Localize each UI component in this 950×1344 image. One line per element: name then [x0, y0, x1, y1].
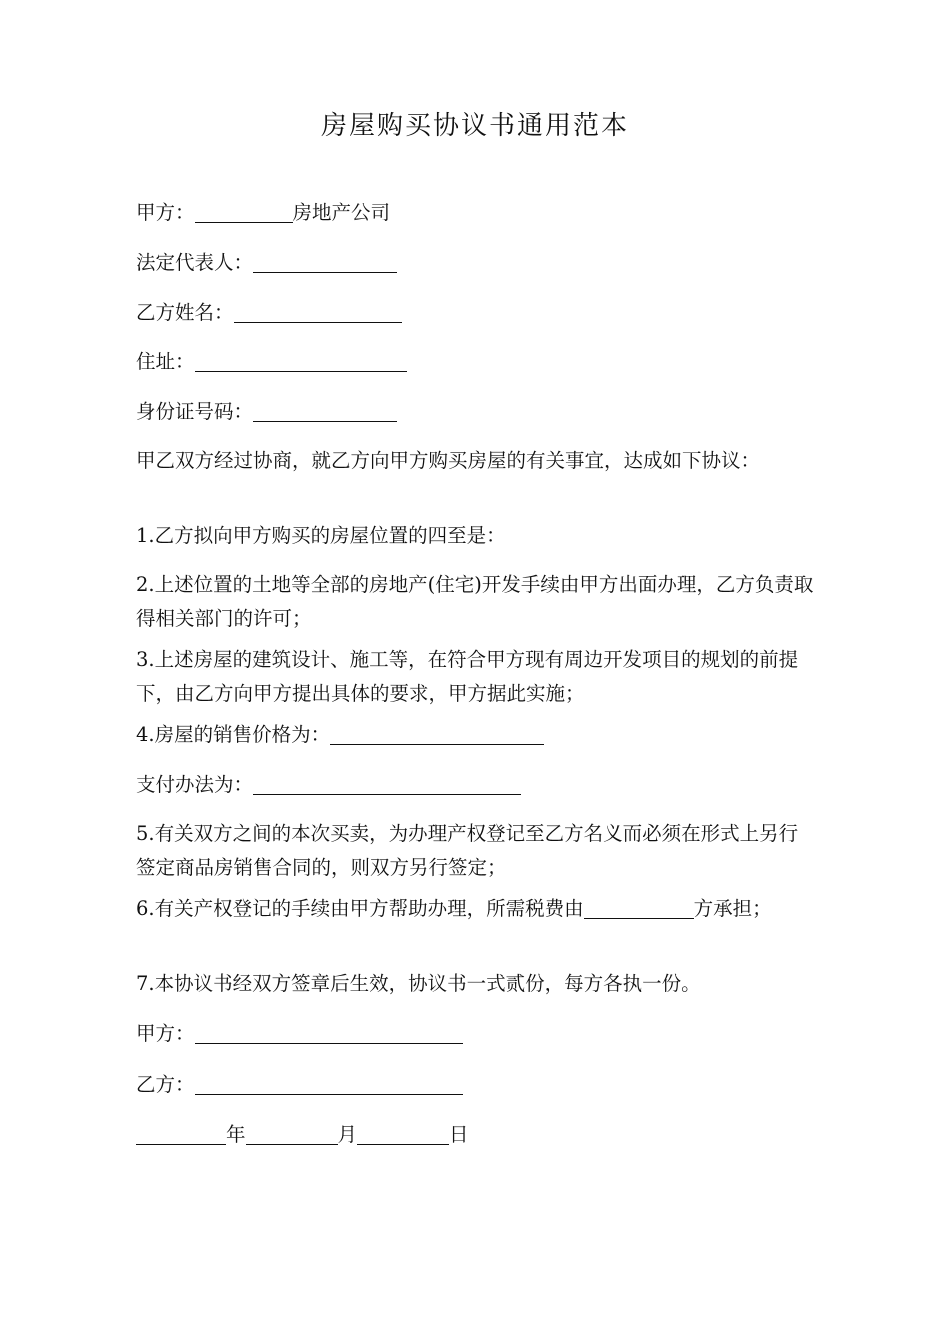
price-blank[interactable]	[330, 720, 544, 745]
clause-4-label: 4.房屋的销售价格为：	[136, 723, 331, 746]
id-number-blank[interactable]	[253, 397, 397, 422]
clause-6-prefix: 6.有关产权登记的手续由甲方帮助办理，所需税费由	[136, 897, 584, 920]
legal-rep-blank[interactable]	[253, 248, 397, 273]
clause-6	[136, 892, 816, 926]
legal-rep-label: 法定代表人：	[136, 251, 254, 274]
month-blank[interactable]	[246, 1120, 338, 1145]
intro-paragraph: 甲乙双方经过协商，就乙方向甲方购买房屋的有关事宜，达成如下协议：	[136, 449, 761, 472]
day-blank[interactable]	[357, 1120, 449, 1145]
party-b-name-line	[136, 296, 402, 330]
month-label: 月	[337, 1123, 358, 1146]
party-a-line	[136, 196, 390, 230]
party-a-blank[interactable]	[195, 198, 293, 223]
date-line	[136, 1118, 469, 1152]
sign-party-b-blank[interactable]	[195, 1070, 463, 1095]
sign-party-a-blank[interactable]	[195, 1019, 463, 1044]
payment-label: 支付办法为：	[136, 773, 254, 796]
sign-party-b-label: 乙方：	[136, 1073, 195, 1096]
party-b-name-blank[interactable]	[234, 298, 402, 323]
year-label: 年	[226, 1123, 246, 1146]
party-b-name-label: 乙方姓名：	[136, 301, 234, 324]
address-line	[136, 345, 407, 379]
day-label: 日	[449, 1123, 469, 1146]
document-title: 房屋购买协议书通用范本	[320, 111, 629, 141]
party-a-label: 甲方：	[136, 201, 195, 224]
clause-5: 5.有关双方之间的本次买卖，为办理产权登记至乙方名义而必须在形式上另行签定商品房销售合同的，则双方另行签定；	[136, 822, 799, 879]
clause-6-suffix: 方承担；	[693, 897, 772, 920]
clause-4-line	[136, 718, 544, 752]
year-blank[interactable]	[136, 1120, 226, 1145]
sign-party-a-line	[136, 1017, 463, 1051]
clause-3: 3.上述房屋的建筑设计、施工等，在符合甲方现有周边开发项目的规划的前提下，由乙方向甲方提出具体的要求，甲方据此实施；	[136, 648, 799, 705]
id-number-line	[136, 395, 397, 429]
payment-blank[interactable]	[253, 770, 521, 795]
clause-7: 7.本协议书经双方签章后生效，协议书一式贰份，每方各执一份。	[136, 972, 701, 995]
legal-rep-line	[136, 246, 397, 280]
address-label: 住址：	[136, 350, 195, 373]
clause-2: 2.上述位置的土地等全部的房地产(住宅)开发手续由甲方出面办理，乙方负责取得相关部门的许可；	[136, 573, 814, 630]
id-number-label: 身份证号码：	[136, 400, 254, 423]
tax-payer-blank[interactable]	[584, 894, 694, 919]
address-blank[interactable]	[195, 347, 407, 372]
clause-1: 1.乙方拟向甲方购买的房屋位置的四至是：	[136, 524, 506, 547]
party-a-suffix: 房地产公司	[292, 201, 391, 224]
payment-line	[136, 768, 521, 802]
sign-party-b-line	[136, 1068, 463, 1102]
sign-party-a-label: 甲方：	[136, 1022, 195, 1045]
